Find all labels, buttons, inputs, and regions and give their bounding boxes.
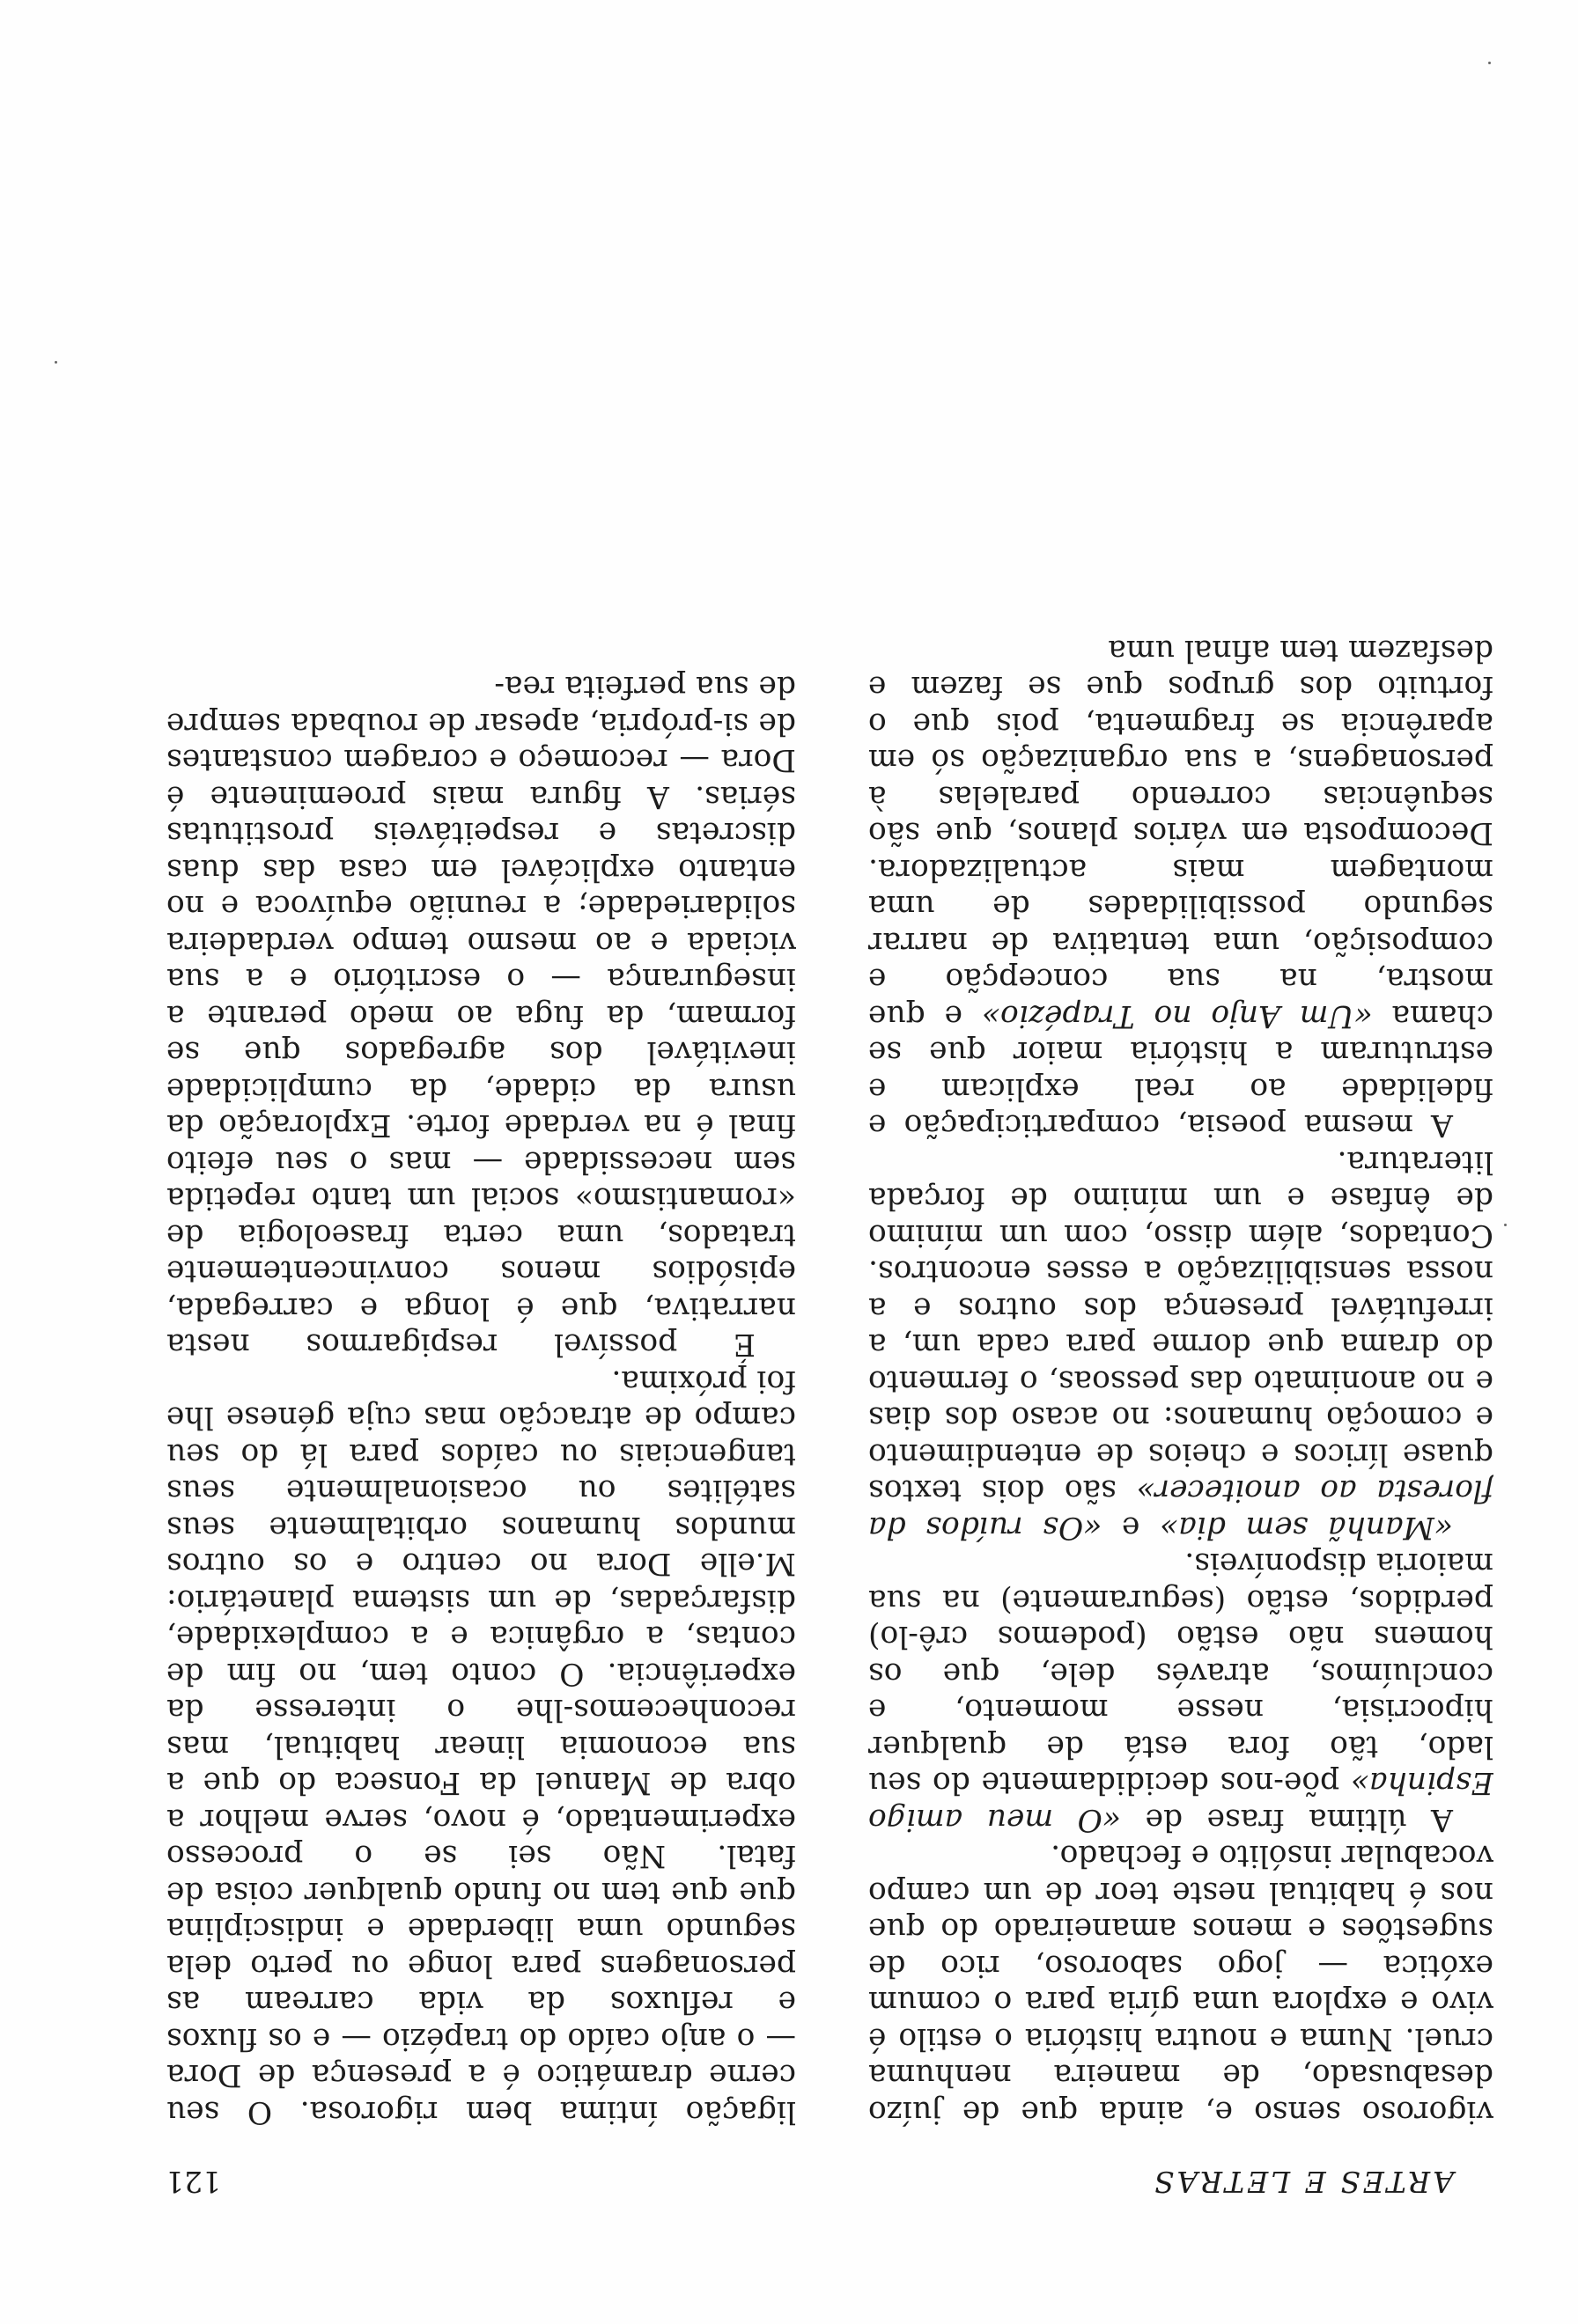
story-title: «Os ruídos da floresta ao anoitecer» [868,1473,1493,1545]
story-title: «Um Anjo no Trapézio» [981,998,1373,1033]
dust-speck [55,361,57,364]
page-number: 121 [166,2165,221,2199]
running-head: ARTES E LETRAS [1151,2165,1454,2199]
dust-speck [1488,62,1491,64]
paragraph [868,632,1493,1144]
paragraph [868,1545,1493,1837]
text-run: e [1121,1510,1140,1545]
paragraph: É possível respigarmos nesta narrativa, que é longa e carregada, episódios menos convincentemente tratados, uma certa fraseologia de «romantismo» social um tanto repetida sem necessidade — mas o seu efeito final é na verdade forte. Exploração da usura da cidade, da cumplicidade inevitável dos agregados que se formam, da fuga ao medo perante a insegurança — o escritório e a sua viciada e ao mesmo tempo verdadeira solidariedade; a reunião equívoca e no entanto explicável em casa das duas discretas e respeitáveis prostitutas sérias. A figura mais proeminente é Dora — recomeço e coragem constantes de si-própria, apesar de roubada sempre de sua perfeita rea- [166,669,796,1363]
text-run: A última frase de [1145,1802,1453,1837]
paragraph: ligação íntima bem rigorosa. O seu cerne dramático é a presença de Dora — o anjo caído do trapézio — e os fluxos e refluxos da vida carream as personagens para longe ou perto dela segundo uma liberdade e indisciplina que que tem no fundo qualquer coisa de fatal. Não sei se o processo experimentado, é novo, serve melhor a obra de Manuel da Fonseca do que a sua economia linear habitual, mas reconhecemos-lhe o interesse da experiência. O conto tem, no fim de contas, a orgânica e a complexidade, disfarçadas, de um sistema planetário: M.elle Dora no centro e os outros mundos humanos orbitalmente seus satélites ou ocasionalmente seus tangenciais ou caídos para lá do seu campo de atracção mas cuja génese lhe foi próxima. [166,1364,796,2129]
text-run: são dois textos quase líricos e cheios de entendimento e comoção humanos: no acaso dos dias e no anonimato das pessoas, o fermento do drama que dorme para cada um, a irrefutável presença dos outros e a nossa sensibilização a esses encontros. Contados, além disso, com um mínimo de ênfase e um mínimo de forçada literatura. [868,1144,1493,1509]
paragraph: vigoroso senso e, ainda que de juízo desabusado, de maneira nenhuma cruel. Numa e noutra história o estilo é vivo e explora uma gíria para o comum exótica — jogo saboroso, rico de sugestões e menos amaneirado do que nos é habitual neste teor de um campo vocabular insólito e fechado. [868,1838,1493,2129]
right-column [166,149,796,2129]
text-run: e que mostra, na sua concepção e composição, uma tentativa de narrar segundo possibilidades de uma montagem mais actualizadora. Decomposta em vários planos, que são sequências correndo paralelas à personagens, a sua organização só em aparência se fragmenta, pois que o fortuito dos grupos que se fazem e desfazem tem afinal uma [868,633,1493,1033]
left-column [868,149,1493,2129]
dust-speck [1504,1224,1507,1226]
paragraph [868,1144,1493,1546]
page-header [0,2146,1578,2199]
story-title: «O meu amigo Espinha» [868,1765,1493,1837]
text-run: põe-nos decididamente do seu lado, tão fora está de qualquer hipocrisia, nesse momento, e concluímos, através dele, que os homens não estão (podemos crê-lo) perdidos, estão (seguramente) na sua maioria disponíveis. [868,1546,1493,1801]
text-run: A mesma poesia, comparticipação e fidelidade ao real explicam e estruturam a história maior que se chama [868,998,1493,1144]
story-title: «Manhã sem dia» [1160,1510,1453,1545]
